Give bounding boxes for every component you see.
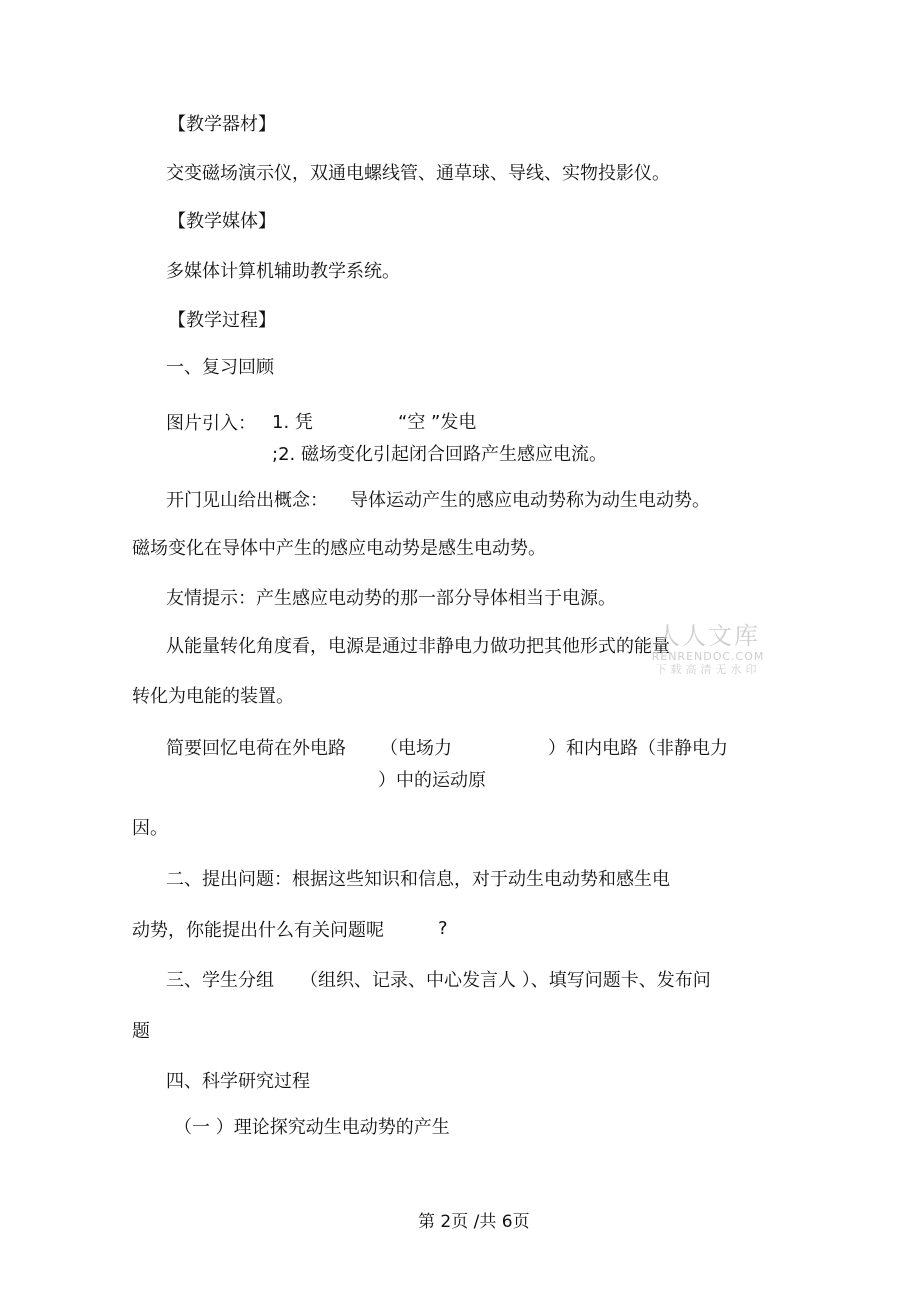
watermark-title: 人人文库 [656,622,760,650]
intro-item1-num: 1. 凭 [272,412,313,433]
heading-equipment: 【教学器材】 [168,114,276,135]
tip-text: 友情提示：产生感应电动势的那一部分导体相当于电源。 [166,588,616,609]
page-indicator: 第 2页 /共 6页 [418,1212,530,1232]
subsection1-title: （一 ）理论探究动生电动势的产生 [174,1117,450,1138]
watermark-url: RENRENDOC.COM [651,650,765,663]
recall-part1: 简要回忆电荷在外电路 [166,738,346,759]
energy-line2: 转化为电能的装置。 [132,686,294,707]
recall-part3: ）和内电路（非静电力 [548,738,728,759]
section2-line2: 动势，你能提出什么有关问题呢 [132,920,384,941]
section3-line1-a: 三、学生分组 [166,970,274,991]
section4-title: 四、科学研究过程 [166,1071,310,1092]
recall-part2: （电场力 [380,738,452,759]
concept-label: 开门见山给出概念： [166,490,328,511]
concept-line2: 磁场变化在导体中产生的感应电动势是感生电动势。 [132,538,546,559]
section2-line1: 二、提出问题：根据这些知识和信息，对于动生电动势和感生电 [166,869,670,890]
equipment-text: 交变磁场演示仪，双通电螺线管、通草球、导线、实物投影仪。 [166,163,670,184]
concept-text: 导体运动产生的感应电动势称为动生电动势。 [350,490,710,511]
heading-media: 【教学媒体】 [168,211,276,232]
section1-title: 一、复习回顾 [166,357,274,378]
section3-line2: 题 [132,1021,150,1042]
heading-process: 【教学过程】 [168,310,276,331]
intro-item2: ;2. 磁场变化引起闭合回路产生感应电流。 [272,444,607,465]
recall-end: 因。 [132,818,168,839]
intro-item1-text: “空 ”发电 [398,412,477,433]
recall-part4: ）中的运动原 [378,770,486,791]
watermark-slogan: 下载高清无水印 [655,663,761,676]
section3-line1-b: （组织、记录、中心发言人 ）、填写问题卡、发布问 [300,970,711,991]
energy-line1: 从能量转化角度看，电源是通过非静电力做功把其他形式的能量 [166,636,670,657]
intro-label: 图片引入： [166,413,256,434]
media-text: 多媒体计算机辅助教学系统。 [166,261,400,282]
section2-question-mark: ? [438,918,448,939]
